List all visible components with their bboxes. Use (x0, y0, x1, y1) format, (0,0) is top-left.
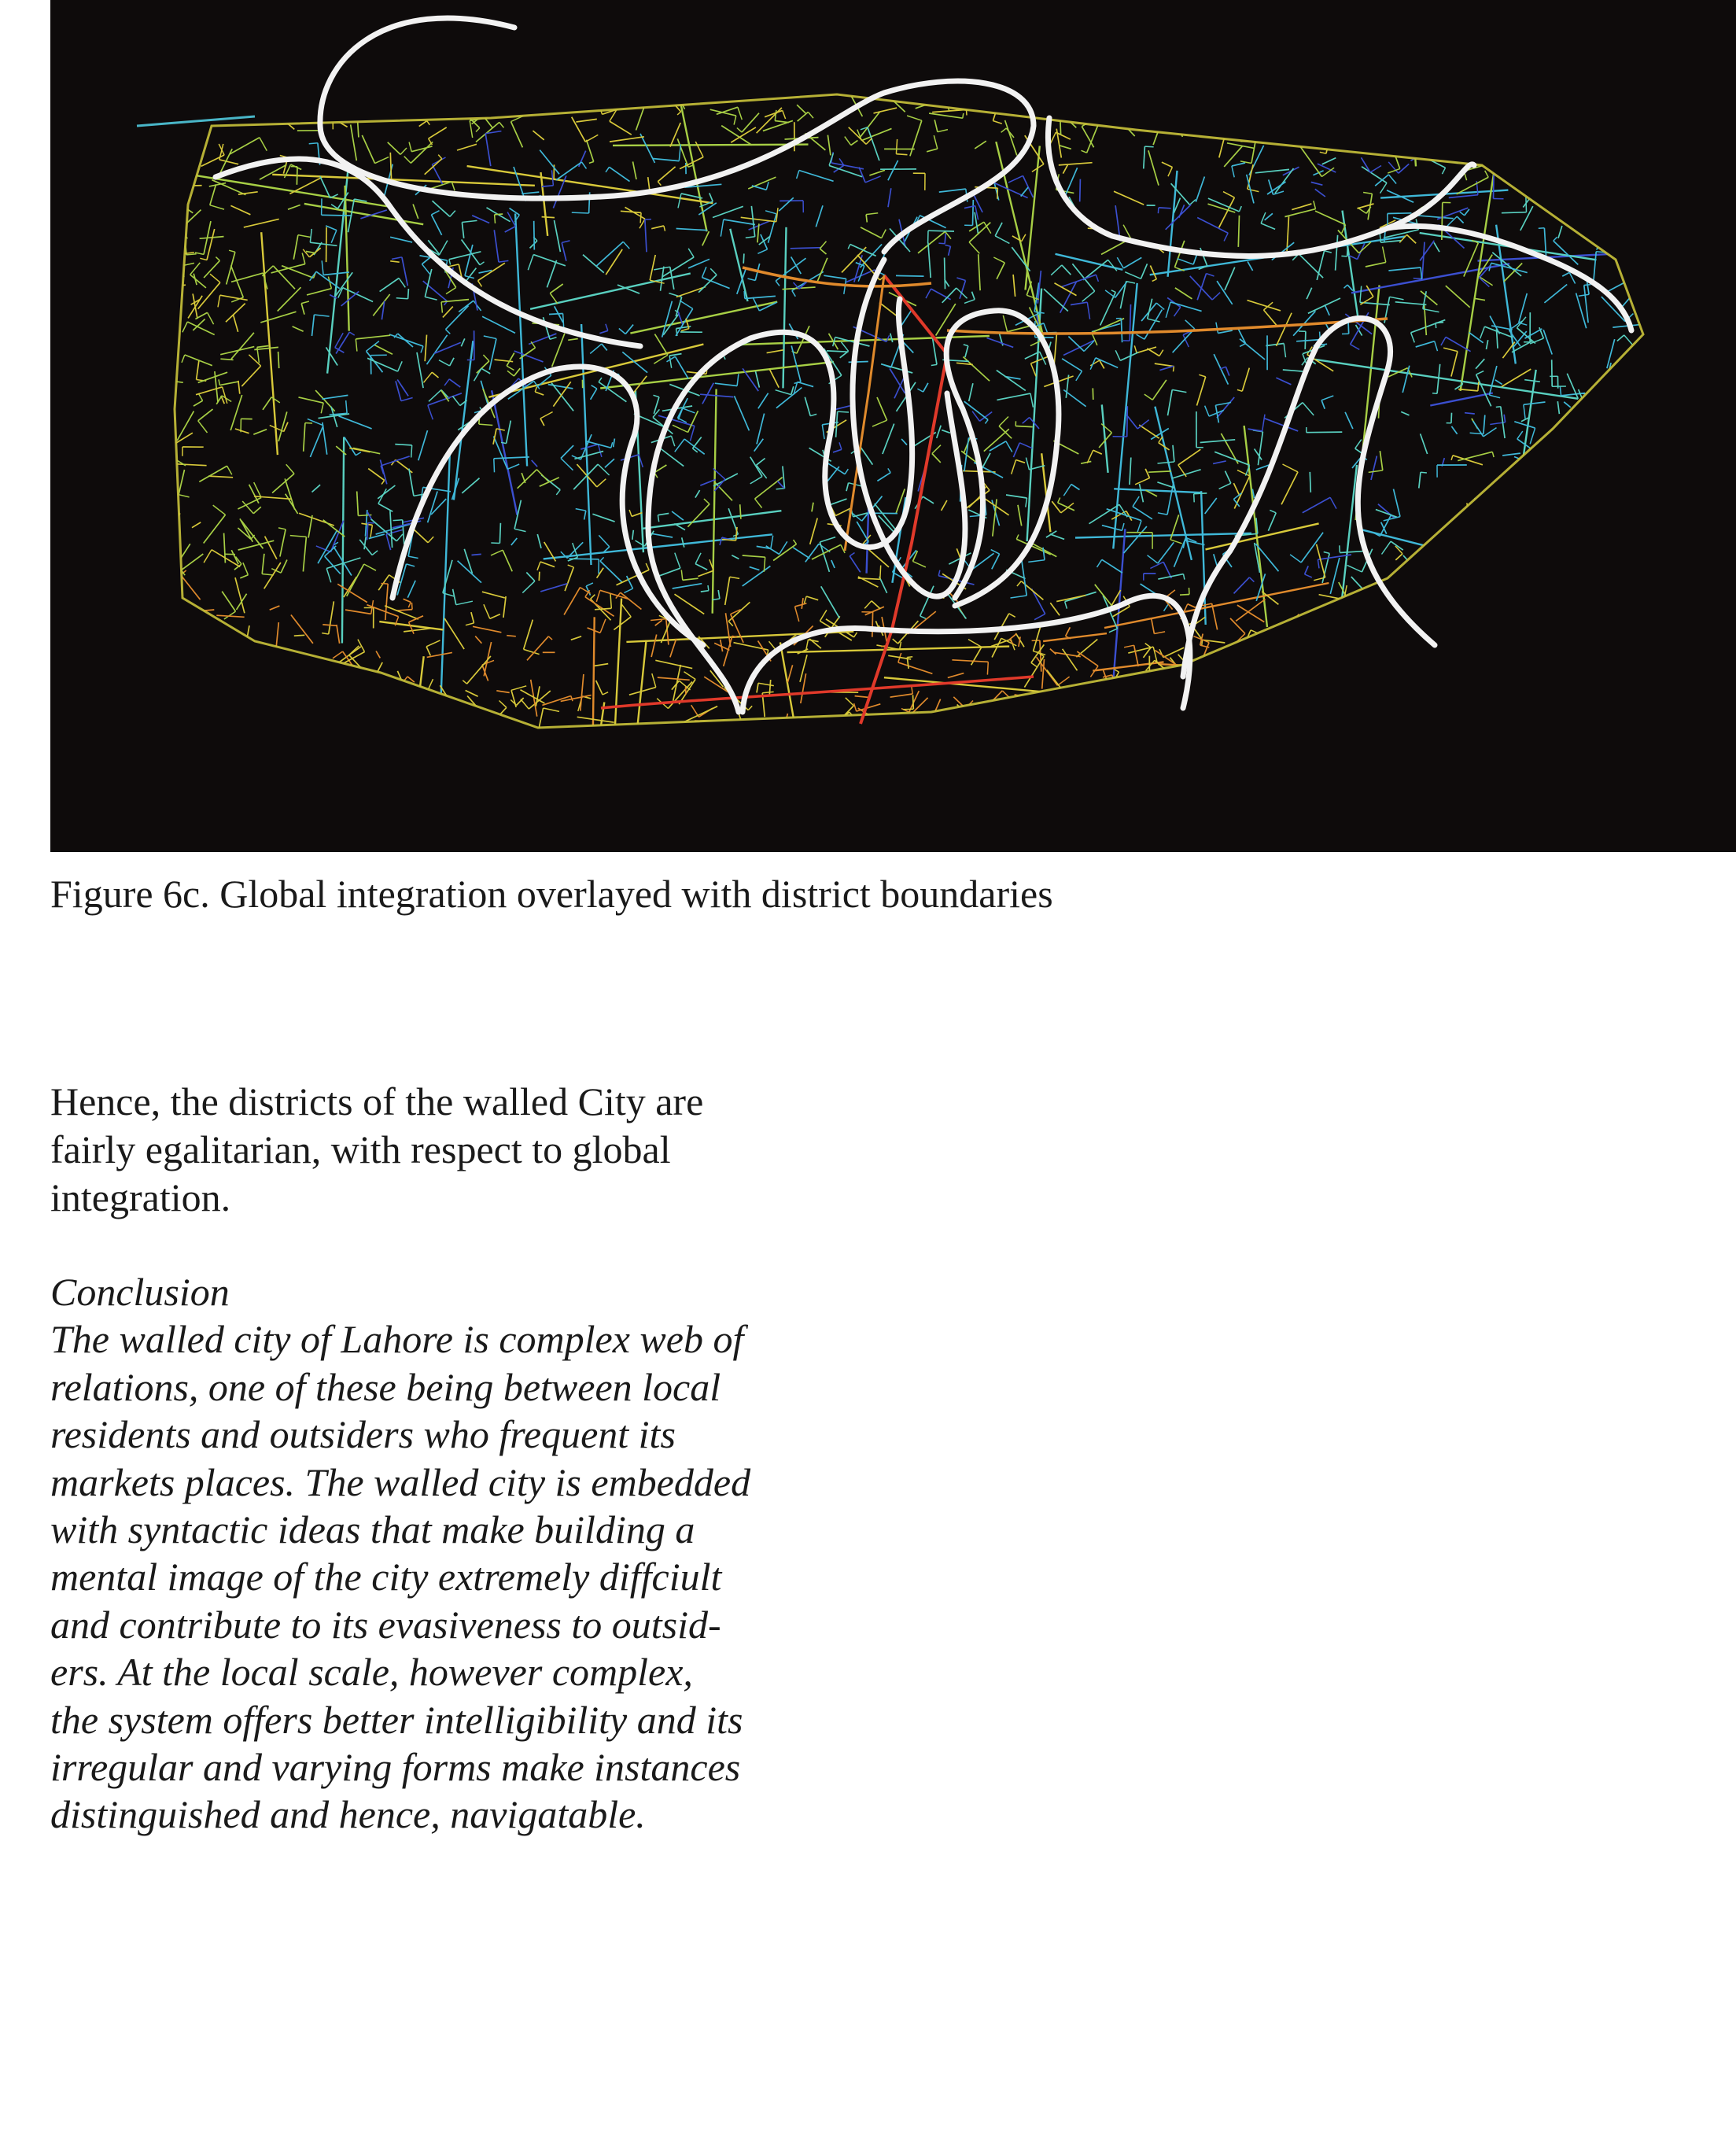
paragraph-line: integration. (50, 1175, 231, 1219)
conclusion-heading: Conclusion (50, 1270, 230, 1314)
paragraph-line: fairly egalitarian, with respect to global (50, 1127, 671, 1171)
integration-map (50, 0, 1736, 852)
conclusion-line: mental image of the city extremely diffciult (50, 1555, 722, 1599)
integration-map-figure (50, 0, 1736, 852)
body-paragraph (50, 1078, 1041, 1222)
district-boundary-west-arc (216, 159, 640, 346)
conclusion-line: ers. At the local scale, however complex, (50, 1650, 693, 1695)
conclusion-line: relations, one of these being between local (50, 1364, 721, 1409)
conclusion-line: markets places. The walled city is embedded (50, 1459, 751, 1504)
figure-caption: Figure 6c. Global integration overlayed with district boundaries (50, 872, 1053, 916)
conclusion-section (50, 1268, 1065, 1839)
district-boundary-north-east (1048, 118, 1474, 256)
conclusion-line: irregular and varying forms make instances (50, 1745, 741, 1790)
conclusion-line: residents and outsiders who frequent its (50, 1412, 676, 1457)
conclusion-line: the system offers better intelligibility and its (50, 1697, 743, 1742)
conclusion-line: The walled city of Lahore is complex web of (50, 1317, 744, 1362)
conclusion-text (50, 1315, 1065, 1838)
main-arterial-roads (601, 267, 1388, 724)
district-boundary-north-loop (320, 18, 1034, 252)
conclusion-line: and contribute to its evasiveness to outsid- (50, 1602, 721, 1647)
district-boundary-south-center (743, 596, 1190, 712)
conclusion-line: distinguished and hence, navigatable. (50, 1792, 646, 1837)
paragraph-line: Hence, the districts of the walled City are (50, 1079, 704, 1123)
conclusion-line: with syntactic ideas that make building a (50, 1507, 695, 1552)
